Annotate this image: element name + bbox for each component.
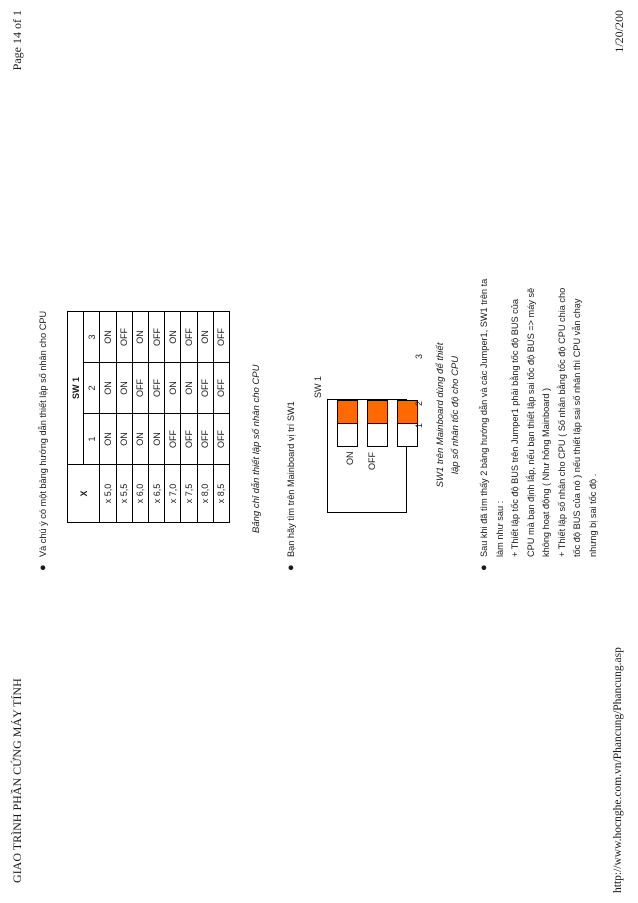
bullet-text: Bạn hãy tìm trên Mainboard vị trí SW1: [286, 401, 296, 557]
footer-date: 1/20/200: [612, 10, 626, 53]
paragraph-line: + Thiết lập tốc độ BUS trên Jumper1 phải bằng tốc độ BUS của: [510, 299, 520, 557]
paragraph-line: Sau khi đã tìm thấy 2 bảng hướng dẫn và các Jumper1, SW1 trên ta: [479, 278, 489, 557]
table-cell: ON: [100, 414, 116, 465]
bullet-cpu-multiplier-note: [36, 310, 52, 571]
table-cell: OFF: [197, 363, 213, 414]
paragraph-line: + Thiết lập số nhân cho CPU ( Số nhân bằng tốc độ CPU chia cho: [556, 287, 567, 557]
sw1-off-label: OFF: [367, 452, 377, 470]
table-cell: x 7,0: [165, 465, 181, 523]
sw1-diagram-title: SW 1: [313, 375, 323, 398]
sw1-number-2: 2: [414, 400, 424, 406]
table-cell: ON: [132, 312, 148, 363]
table-cell: OFF: [132, 363, 148, 414]
table-cell: OFF: [181, 312, 197, 363]
header-switch-1: 1: [84, 414, 100, 465]
bullet-setup-instructions: [477, 278, 601, 571]
table-cell: x 8,5: [213, 465, 229, 523]
footer-url: http://www.hocnghe.com.vn/Phancung/Phancung.asp: [612, 647, 624, 893]
dip-switch-2: [367, 400, 388, 447]
caption-line: lập số nhân tốc độ cho CPU: [450, 355, 461, 475]
paragraph-line: CPU mà bạn định lắp, nếu bạn thiết lập sai tốc độ BUS => máy sẽ: [525, 287, 536, 557]
paragraph-line: làm như sau :: [494, 500, 505, 557]
table-cell: x 6,0: [132, 465, 148, 523]
header-sw1: SW 1: [68, 312, 84, 465]
table-cell: x 8,0: [197, 465, 213, 523]
table-cell: x 5,0: [100, 465, 116, 523]
dip-switch-1: [337, 400, 358, 447]
table-cell: ON: [181, 363, 197, 414]
table-cell: ON: [197, 312, 213, 363]
bullet-find-sw1: [284, 401, 300, 571]
bullet-text: Và chú ý có một bảng hướng dẫn thiết lập số nhân cho CPU: [38, 310, 48, 557]
table-cell: OFF: [213, 414, 229, 465]
table-cell: OFF: [148, 312, 164, 363]
table-cell: ON: [100, 363, 116, 414]
table-row: [165, 312, 181, 523]
table-cell: ON: [165, 363, 181, 414]
cpu-multiplier-table: [67, 311, 230, 523]
table-row: [116, 312, 132, 523]
dip-switch-knob: [338, 401, 357, 424]
table-row: [148, 312, 164, 523]
sw1-on-label: ON: [345, 451, 355, 465]
table-cell: ON: [116, 414, 132, 465]
table-cell: ON: [100, 312, 116, 363]
page-header-title: GIAO TRÌNH PHẦN CỨNG MÁY TÍNH: [10, 678, 24, 883]
header-multiplier: X: [68, 465, 100, 523]
table-row: [197, 312, 213, 523]
bullet-dot-icon: ●: [478, 564, 490, 571]
sw1-number-1: 1: [414, 422, 424, 428]
paragraph-line: tốc độ BUS của nó ) nếu thiết lập sai số nhân thì CPU vẫn chạy: [572, 298, 582, 557]
table-row: [100, 312, 116, 523]
table-cell: ON: [148, 414, 164, 465]
dip-switch-knob: [368, 401, 387, 424]
table-cell: ON: [116, 363, 132, 414]
table-row: [181, 312, 197, 523]
table-row: [213, 312, 229, 523]
paragraph-line: không hoạt động ( Như hỏng Mainboard ): [541, 387, 551, 557]
table-cell: OFF: [148, 363, 164, 414]
table-cell: ON: [132, 414, 148, 465]
header-switch-2: 2: [84, 363, 100, 414]
table-cell: x 6,5: [148, 465, 164, 523]
table-cell: x 7,5: [181, 465, 197, 523]
table-cell: ON: [165, 312, 181, 363]
table-cell: OFF: [213, 312, 229, 363]
table-header-row: [68, 312, 84, 523]
sw1-diagram-caption: [433, 330, 463, 500]
bullet-dot-icon: ●: [37, 564, 49, 571]
table-cell: OFF: [213, 363, 229, 414]
table-row: [132, 312, 148, 523]
table-cell: OFF: [165, 414, 181, 465]
caption-line: SW1 trên Mainboard dùng để thiết: [435, 342, 446, 488]
sw1-number-3: 3: [414, 353, 424, 359]
page-number: Page 14 of 1: [10, 10, 24, 71]
paragraph-line: nhưng bị sai tốc độ .: [587, 473, 598, 557]
table-caption: Bảng chỉ dẫn thiết lập số nhân cho CPU: [251, 364, 262, 533]
table-cell: OFF: [197, 414, 213, 465]
header-switch-3: 3: [84, 312, 100, 363]
bullet-dot-icon: ●: [285, 564, 297, 571]
table-cell: x 5,5: [116, 465, 132, 523]
table-cell: OFF: [116, 312, 132, 363]
table-cell: OFF: [181, 414, 197, 465]
